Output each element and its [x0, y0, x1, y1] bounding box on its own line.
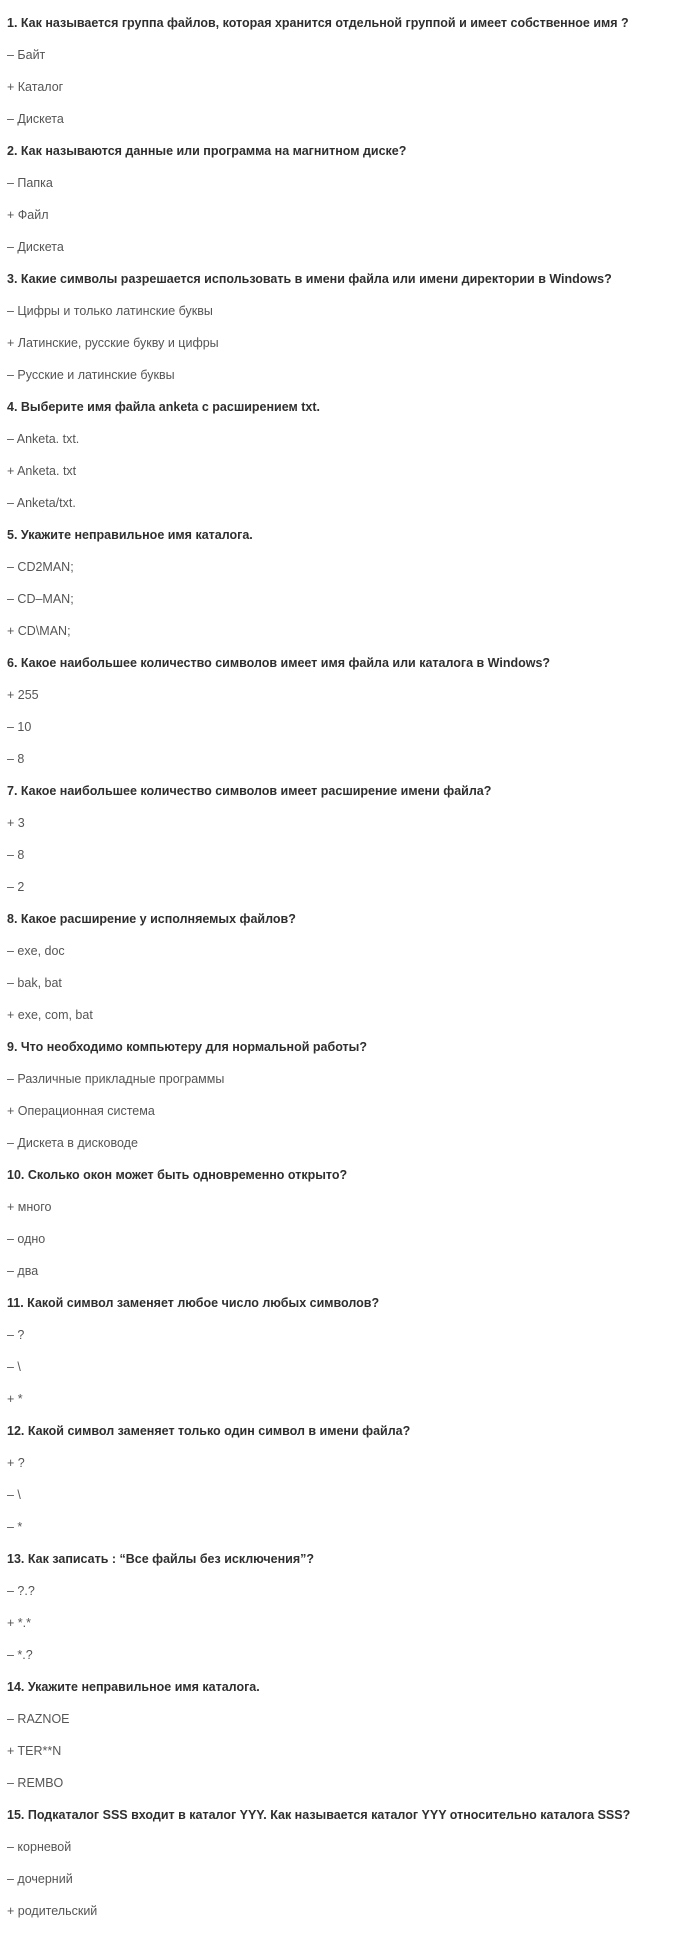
answer-option: + Каталог — [7, 80, 64, 94]
question-text: 5. Укажите неправильное имя каталога. — [7, 528, 253, 542]
answer-option: – два — [7, 1264, 39, 1278]
answer-option: – ? — [7, 1328, 25, 1342]
answer-option: – Байт — [7, 48, 46, 62]
question-text: 10. Сколько окон может быть одновременно открыто? — [7, 1168, 348, 1182]
question-text: 8. Какое расширение у исполняемых файлов? — [7, 912, 296, 926]
answer-option: – Цифры и только латинские буквы — [7, 304, 213, 318]
answer-option: – 8 — [7, 752, 25, 766]
answer-option: – одно — [7, 1232, 46, 1246]
question-text: 4. Выберите имя файла anketa с расширением txt. — [7, 400, 321, 414]
question-text: 11. Какой символ заменяет любое число любых символов? — [7, 1296, 380, 1310]
answer-option: + *.* — [7, 1616, 31, 1630]
answer-option: – Папка — [7, 176, 53, 190]
answer-option: – 2 — [7, 880, 25, 894]
question-text: 15. Подкаталог SSS входит в каталог YYY. Как называется каталог YYY относительно каталога SSS? — [7, 1808, 631, 1822]
question-text: 3. Какие символы разрешается использовать в имени файла или имени директории в Windows? — [7, 272, 612, 286]
answer-option: + CD\MAN; — [7, 624, 71, 638]
question-text: 14. Укажите неправильное имя каталога. — [7, 1680, 260, 1694]
answer-option: – bak, bat — [7, 976, 62, 990]
answer-option: – *.? — [7, 1648, 33, 1662]
answer-option: – дочерний — [7, 1872, 73, 1886]
answer-option: – \ — [7, 1488, 21, 1502]
question-text: 2. Как называются данные или программа на магнитном диске? — [7, 144, 407, 158]
question-text: 9. Что необходимо компьютеру для нормальной работы? — [7, 1040, 367, 1054]
answer-option: – CD–MAN; — [7, 592, 74, 606]
answer-option: – RAZNOE — [7, 1712, 70, 1726]
answer-option: – Anketa. txt. — [7, 432, 80, 446]
answer-option: – exe, doc — [7, 944, 65, 958]
answer-option: + ? — [7, 1456, 25, 1470]
answer-option: – 10 — [7, 720, 32, 734]
answer-option: + много — [7, 1200, 52, 1214]
answer-option: + * — [7, 1392, 23, 1406]
question-text: 13. Как записать : “Все файлы без исключения”? — [7, 1552, 315, 1566]
answer-option: + Операционная система — [7, 1104, 155, 1118]
answer-option: + Латинские, русские букву и цифры — [7, 336, 219, 350]
answer-option: + exe, com, bat — [7, 1008, 93, 1022]
answer-option: + 255 — [7, 688, 39, 702]
answer-option: + Файл — [7, 208, 49, 222]
question-text: 6. Какое наибольшее количество символов имеет имя файла или каталога в Windows? — [7, 656, 551, 670]
answer-option: – \ — [7, 1360, 21, 1374]
answer-option: – CD2MAN; — [7, 560, 74, 574]
answer-option: + Anketa. txt — [7, 464, 77, 478]
answer-option: – ?.? — [7, 1584, 35, 1598]
question-text: 7. Какое наибольшее количество символов имеет расширение имени файла? — [7, 784, 492, 798]
answer-option: – * — [7, 1520, 23, 1534]
answer-option: – Дискета — [7, 240, 64, 254]
answer-option: + родительский — [7, 1904, 98, 1918]
answer-option: – Дискета в дисководе — [7, 1136, 138, 1150]
answer-option: – Дискета — [7, 112, 64, 126]
answer-option: – Anketa/txt. — [7, 496, 76, 510]
answer-option: – Различные прикладные программы — [7, 1072, 225, 1086]
answer-option: + 3 — [7, 816, 25, 830]
question-text: 12. Какой символ заменяет только один символ в имени файла? — [7, 1424, 411, 1438]
question-text: 1. Как называется группа файлов, которая хранится отдельной группой и имеет собственное имя ? — [7, 16, 629, 30]
answer-option: – 8 — [7, 848, 25, 862]
quiz-document — [0, 7, 700, 1927]
answer-option: – Русские и латинские буквы — [7, 368, 175, 382]
answer-option: – REMBO — [7, 1776, 64, 1790]
answer-option: – корневой — [7, 1840, 72, 1854]
answer-option: + TER**N — [7, 1744, 62, 1758]
